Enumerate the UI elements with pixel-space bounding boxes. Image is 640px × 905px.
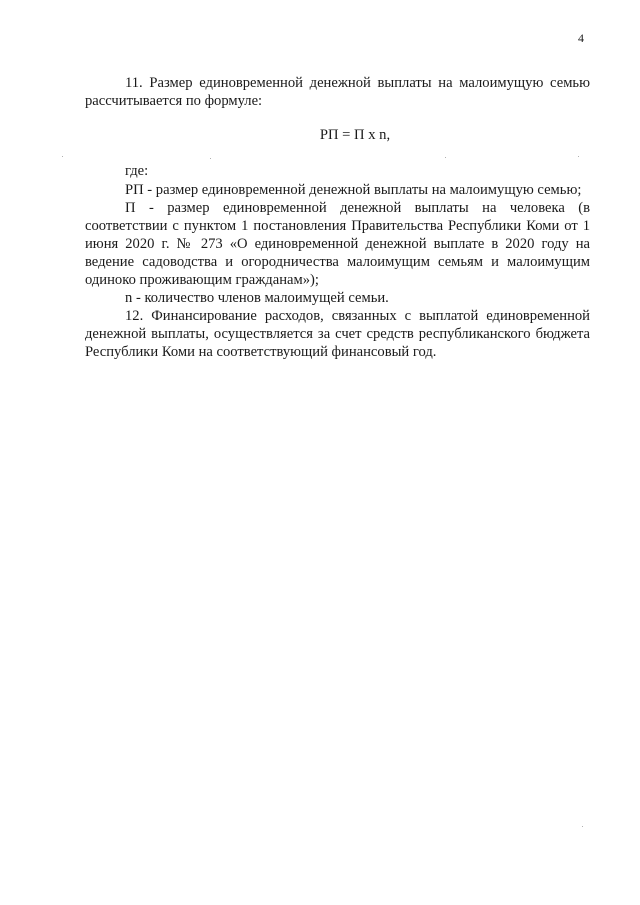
scan-speck [582,826,583,827]
clause-11-intro: 11. Размер единовременной денежной выплаты на малоимущую семью рассчитывается по формуле: [85,75,590,109]
scan-speck [578,156,579,157]
clause-11-intro-block [85,74,590,110]
scan-speck [62,156,63,157]
page-number: 4 [578,31,584,45]
definition-rp: РП - размер единовременной денежной выплаты на малоимущую семью; [125,182,582,198]
formula: РП = П х n, [319,127,391,143]
scan-speck [445,157,446,158]
definition-p: П - размер единовременной денежной выплаты на человека (в соответствии с пунктом 1 постановления Правительства Республики Коми от 1 июня 2020 г. № 273 «О единовременной денежной выплате в 2020 году на ведение садоводства и огородничества малоимущим семьям и малоимущим одиноко проживающим гражданам»); [85,200,590,288]
where-label: где: [125,163,149,179]
scan-speck [210,158,211,159]
clause-12: 12. Финансирование расходов, связанных с выплатой единовременной денежной выплаты, осуществляется за счет средств республиканского бюджета Республики Коми на соответствующий финансовый год. [85,308,590,360]
definition-n: n - количество членов малоимущей семьи. [125,290,389,306]
definitions-block [85,181,590,361]
